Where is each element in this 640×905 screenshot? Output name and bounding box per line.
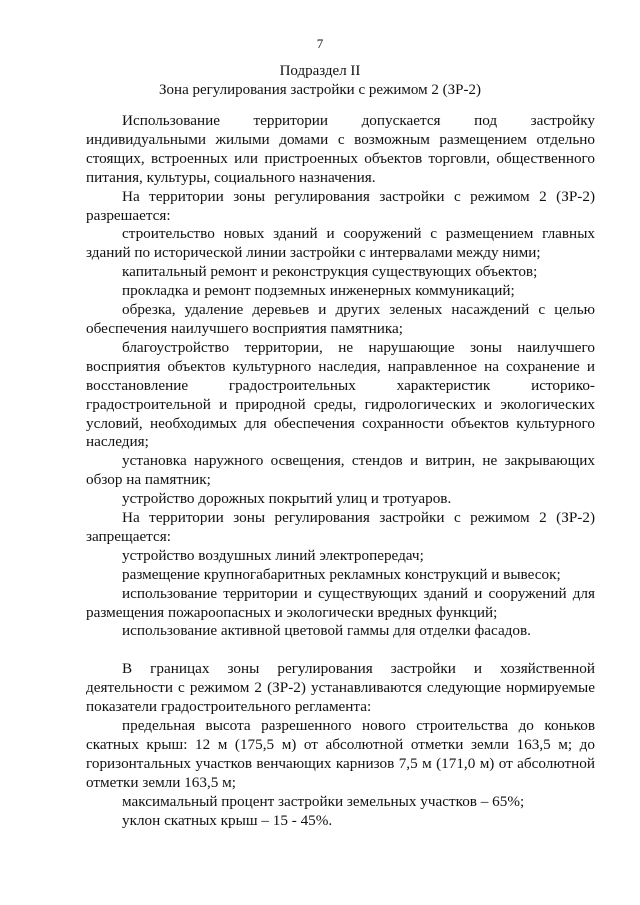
subsection-heading: Подраздел II [279,63,361,79]
list-item-forbidden: размещение крупногабаритных рекламных конструкций и вывесок; [122,565,561,583]
list-item-allowed: прокладка и ремонт подземных инженерных коммуникаций; [122,282,515,300]
zone-title: Зона регулирования застройки с режимом 2 (ЗР-2) [159,82,481,98]
list-item-allowed: обрезка, удаление деревьев и других зеленых насаждений с целью обеспечения наилучшего восприятия памятника; [86,301,595,337]
list-item-forbidden: устройство воздушных линий электропередач; [122,546,424,564]
list-item-allowed: установка наружного освещения, стендов и витрин, не закрывающих обзор на памятник; [86,452,595,489]
paragraph-allowed-intro: На территории зоны регулирования застройки с режимом 2 (ЗР-2) разрешается: [86,187,595,224]
page-number: 7 [316,36,324,51]
list-item-allowed: устройство дорожных покрытий улиц и тротуаров. [122,490,452,508]
list-item-forbidden: использование активной цветовой гаммы для отделки фасадов. [122,622,531,640]
paragraph-forbidden-intro: На территории зоны регулирования застройки с режимом 2 (ЗР-2) запрещается: [86,509,595,545]
list-item-regulation: предельная высота разрешенного нового строительства до коньков скатных крыш: 12 м (175,5 м) от абсолютной отметки земли 163,5 м; до горизонтальных участков венчающих карнизов 7,5 м (171,0 м) от абсолютной отметки земли 163,5 м; [86,717,595,791]
list-item-regulation: уклон скатных крыш – 15 - 45%. [122,811,333,829]
list-item-allowed: строительство новых зданий и сооружений с размещением главных зданий по исторической линии застройки с интервалами между ними; [86,225,595,262]
document-body [86,112,595,831]
list-item-allowed: благоустройство территории, не нарушающие зоны наилучшего восприятия объектов культурного наследия, направленное на сохранение и восстановление градостроительных характеристик историко-градостроительной и природной среды, гидрологических и экологических условий, необходимых для обеспечения сохранности объектов культурного наследия; [86,338,595,451]
paragraph-usage: Использование территории допускается под застройку индивидуальными жилыми домами с возможным размещением отдельно стоящих, встроенных или пристроенных объектов торговли, общественного питания, культуры, социального назначения. [86,112,595,186]
paragraph-regulations-intro: В границах зоны регулирования застройки и хозяйственной деятельности с режимом 2 (ЗР-2) устанавливаются следующие нормируемые показатели градостроительного регламента: [86,660,595,716]
list-item-forbidden: использование территории и существующих зданий и сооружений для размещения пожароопасных и экологически вредных функций; [86,584,595,621]
list-item-regulation: максимальный процент застройки земельных участков – 65%; [122,792,525,810]
list-item-allowed: капитальный ремонт и реконструкция существующих объектов; [122,263,538,281]
